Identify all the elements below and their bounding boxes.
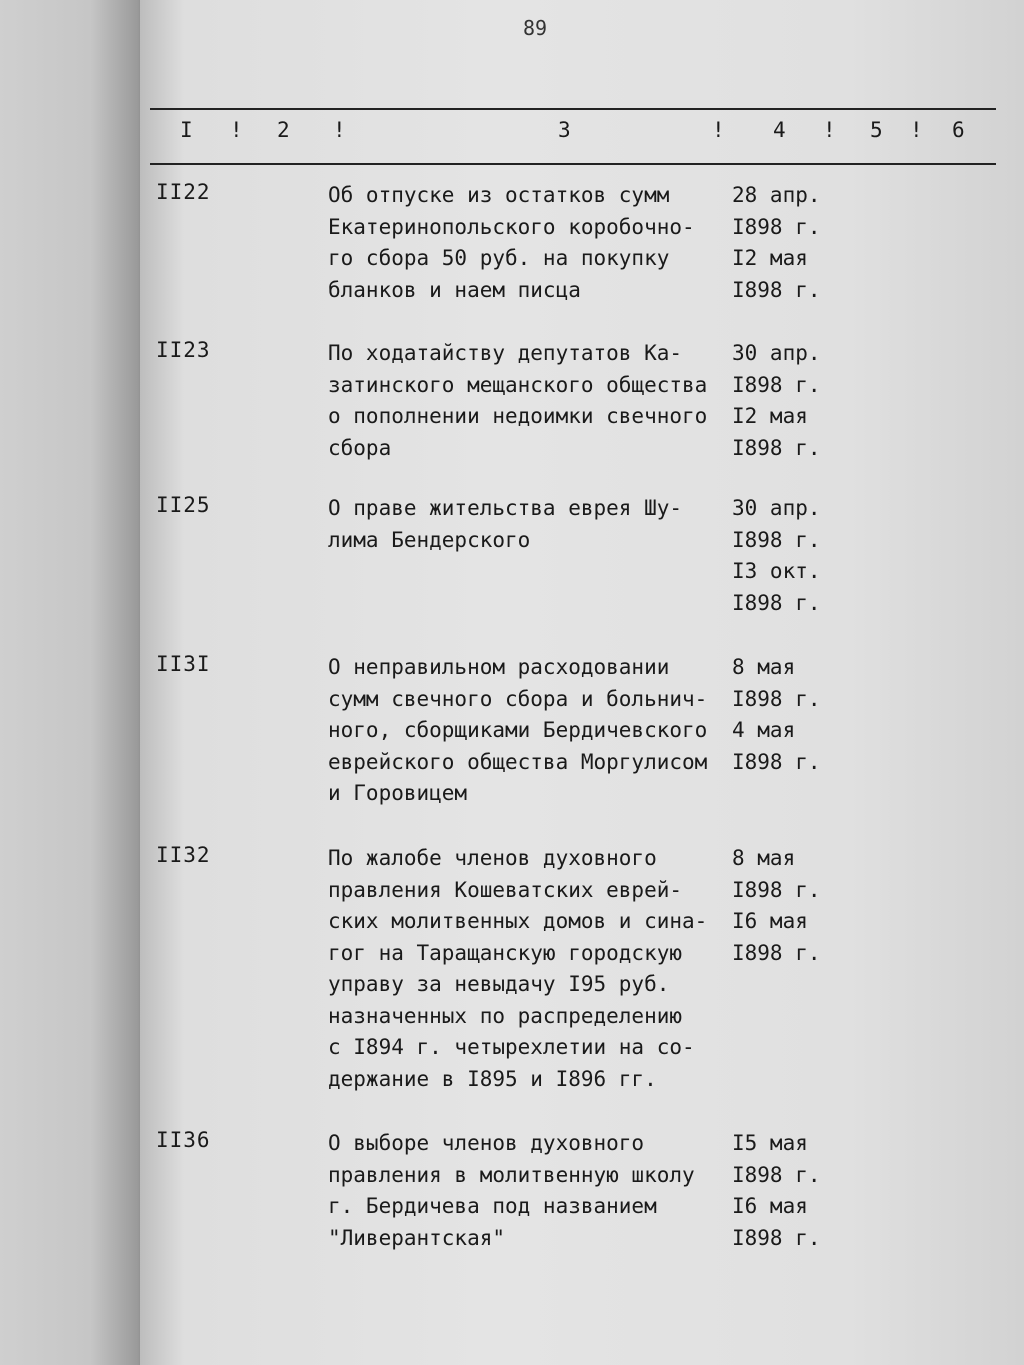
- case-dates: [732, 843, 842, 969]
- description-line: ного, сборщиками Бердичевского: [328, 718, 708, 742]
- case-dates: [732, 338, 842, 464]
- description-line: затинского мещанского общества: [328, 372, 708, 397]
- date-line: I5 мая: [732, 1131, 808, 1155]
- header-sep-2: !: [333, 118, 346, 142]
- description-line: лима Бендерского: [328, 527, 531, 552]
- description-line: г. Бердичева под названием: [328, 1194, 657, 1218]
- description-line: бланков и наем писца: [328, 277, 581, 302]
- header-col-1: I: [180, 118, 193, 142]
- header-col-3: 3: [558, 118, 571, 142]
- date-line: I898 г.: [732, 1162, 821, 1187]
- description-line: о пополнении недоимки свечного: [328, 404, 708, 428]
- description-line: По жалобе членов духовного: [328, 846, 657, 870]
- description-line: с I894 г. четырехлетии на со-: [328, 1035, 695, 1059]
- description-line: Екатеринопольского коробочно-: [328, 214, 695, 239]
- case-description: [328, 652, 728, 810]
- date-line: I898 г.: [732, 1225, 821, 1250]
- date-line: I2 мая: [732, 246, 808, 270]
- description-line: правления в молитвенную школу: [328, 1162, 695, 1187]
- description-line: и Горовицем: [328, 781, 468, 805]
- date-line: I898 г.: [732, 277, 821, 302]
- page-number: 89: [522, 16, 548, 40]
- date-line: I898 г.: [732, 372, 821, 397]
- description-line: О выборе членов духовного: [328, 1131, 645, 1155]
- header-col-6: 6: [952, 118, 965, 142]
- date-line: 8 мая: [732, 846, 796, 870]
- case-dates: [732, 493, 842, 619]
- date-line: 28 апр.: [732, 183, 821, 207]
- description-line: гог на Таращанскую городскую: [328, 940, 683, 965]
- description-line: О праве жительства еврея Шу-: [328, 496, 683, 520]
- date-line: I898 г.: [732, 877, 821, 902]
- case-description: [328, 843, 728, 1095]
- date-line: 30 апр.: [732, 496, 821, 520]
- description-line: сумм свечного сбора и больнич-: [328, 686, 708, 711]
- facing-page-edge: [0, 0, 150, 1365]
- header-sep-3: !: [712, 118, 725, 142]
- case-dates: [732, 1128, 842, 1254]
- description-line: сбора: [328, 435, 392, 460]
- date-line: I898 г.: [732, 527, 821, 552]
- case-number: II22: [156, 180, 211, 204]
- description-line: Об отпуске из остатков сумм: [328, 183, 670, 207]
- header-sep-5: !: [910, 118, 923, 142]
- case-dates: [732, 180, 842, 306]
- description-line: назначенных по распределению: [328, 1003, 683, 1028]
- case-description: [328, 180, 728, 306]
- date-line: I898 г.: [732, 749, 821, 774]
- header-col-4: 4: [773, 118, 786, 142]
- description-line: О неправильном расходовании: [328, 655, 670, 679]
- table-header: [140, 118, 1024, 158]
- date-line: 4 мая: [732, 718, 796, 742]
- date-line: I898 г.: [732, 940, 821, 965]
- case-number: II32: [156, 843, 211, 867]
- date-line: 8 мая: [732, 655, 796, 679]
- description-line: держание в I895 и I896 гг.: [328, 1066, 657, 1091]
- date-line: I898 г.: [732, 435, 821, 460]
- case-number: II36: [156, 1128, 211, 1152]
- document-page: [140, 0, 1024, 1365]
- header-col-2: 2: [277, 118, 290, 142]
- header-rule-bottom: [150, 163, 996, 165]
- date-line: I2 мая: [732, 404, 808, 428]
- header-sep-1: !: [230, 118, 243, 142]
- date-line: I898 г.: [732, 214, 821, 239]
- description-line: "Ливерантская": [328, 1225, 506, 1250]
- date-line: I6 мая: [732, 909, 808, 933]
- case-number: II23: [156, 338, 211, 362]
- header-sep-4: !: [823, 118, 836, 142]
- date-line: I898 г.: [732, 686, 821, 711]
- description-line: По ходатайству депутатов Ка-: [328, 341, 683, 365]
- description-line: еврейского общества Моргулисом: [328, 749, 708, 774]
- header-col-5: 5: [870, 118, 883, 142]
- case-number: II3I: [156, 652, 211, 676]
- case-description: [328, 493, 728, 556]
- case-number: II25: [156, 493, 211, 517]
- date-line: 30 апр.: [732, 341, 821, 365]
- case-dates: [732, 652, 842, 778]
- description-line: го сбора 50 руб. на покупку: [328, 246, 670, 270]
- description-line: ских молитвенных домов и сина-: [328, 909, 708, 933]
- case-description: [328, 338, 728, 464]
- date-line: I3 окт.: [732, 559, 821, 583]
- header-rule-top: [150, 108, 996, 110]
- description-line: правления Кошеватских еврей-: [328, 877, 683, 902]
- date-line: I6 мая: [732, 1194, 808, 1218]
- date-line: I898 г.: [732, 590, 821, 615]
- description-line: управу за невыдачу I95 руб.: [328, 972, 670, 996]
- case-description: [328, 1128, 728, 1254]
